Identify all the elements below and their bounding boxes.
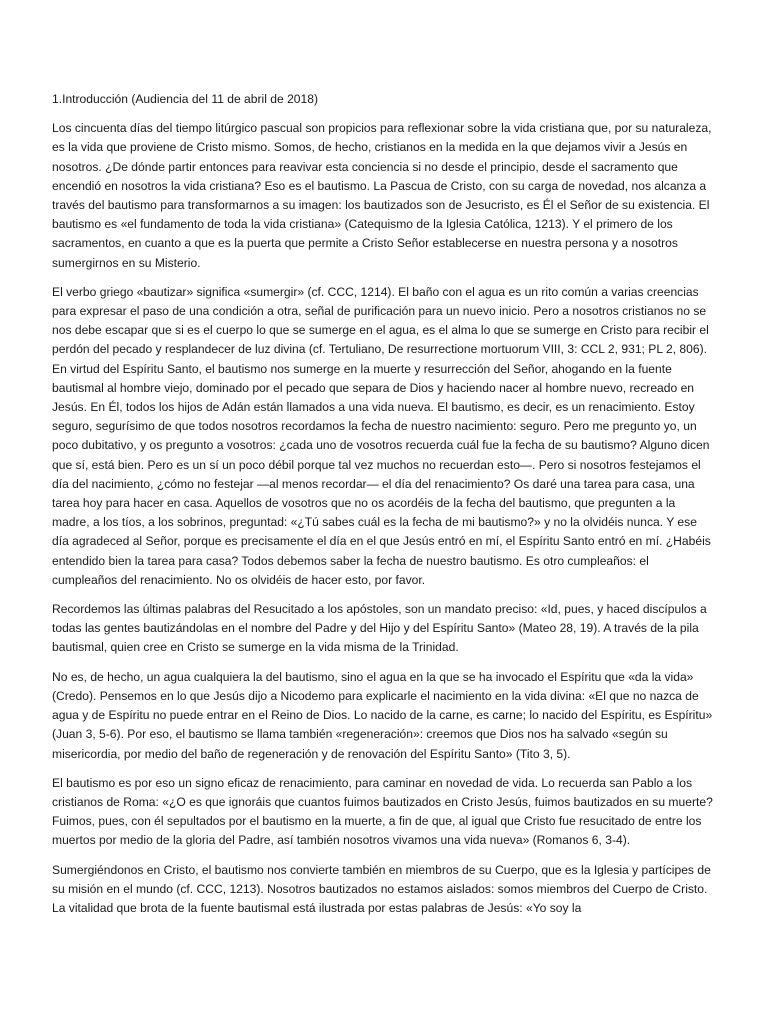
document-body <box>52 90 716 928</box>
paragraph: Sumergiéndonos en Cristo, el bautismo nos convierte también en miembros de su Cuerpo, que es la Iglesia y partícipes de su misión en el mundo (cf. CCC, 1213). Nosotros bautizados no estamos aislados: somos miembros del Cuerpo de Cristo. La vitalidad que brota de la fuente bautismal está ilustrada por estas palabras de Jesús: «Yo soy la <box>52 862 711 915</box>
paragraph: El verbo griego «bautizar» significa «sumergir» (cf. CCC, 1214). El baño con el agua es un rito común a varias creencias para expresar el paso de una condición a otra, señal de purificación para un nuevo inicio. Pero a nosotros cristianos no se nos debe escapar que si es el cuerpo lo que se sumerge en el agua, es el alma lo que se sumerge en Cristo para recibir el perdón del pecado y resplandecer de luz divina (cf. Tertuliano, De resurrectione mortuorum VIII, 3: CCL 2, 931; PL 2, 806). En virtud del Espíritu Santo, el bautismo nos sumerge en la muerte y resurrección del Señor, ahogando en la fuente bautismal al hombre viejo, dominado por el pecado que separa de Dios y haciendo nacer al hombre nuevo, recreado en Jesús. En Él, todos los hijos de Adán están llamados a una vida nueva. El bautismo, es decir, es un renacimiento. Estoy seguro, segurísimo de que todos nosotros recordamos la fecha de nuestro nacimiento: seguro. Pero me pregunto yo, un poco dubitativo, y os pregunto a vosotros: ¿cada uno de vosotros recuerda cuál fue la fecha de su bautismo? Alguno dicen que sí, está bien. Pero es un sí un poco débil porque tal vez muchos no recuerdan esto—. Pero si nosotros festejamos el día del nacimiento, ¿cómo no festejar —al menos recordar— el día del renacimiento? Os daré una tarea para casa, una tarea hoy para hacer en casa. Aquellos de vosotros que no os acordéis de la fecha del bautismo, que pregunten a la madre, a los tíos, a los sobrinos, preguntad: «¿Tú sabes cuál es la fecha de mi bautismo?» y no la olvidéis nunca. Y ese día agradeced al Señor, porque es precisamente el día en el que Jesús entró en mí, el Espíritu Santo entró en mí. ¿Habéis entendido bien la tarea para casa? Todos debemos saber la fecha de nuestro bautismo. Es otro cumpleaños: el cumpleaños del renacimiento. No os olvidéis de hacer esto, por favor. <box>52 284 711 587</box>
paragraph: Los cincuenta días del tiempo litúrgico pascual son propicios para reflexionar sobre la vida cristiana que, por su naturaleza, es la vida que proviene de Cristo mismo. Somos, de hecho, cristianos en la medida en la que dejamos vivir a Jesús en nosotros. ¿De dónde partir entonces para reavivar esta conciencia si no desde el principio, desde el sacramento que encendió en nosotros la vida cristiana? Eso es el bautismo. La Pascua de Cristo, con su carga de novedad, nos alcanza a través del bautismo para transformarnos a su imagen: los bautizados son de Jesucristo, es Él el Señor de su existencia. El bautismo es «el fundamento de toda la vida cristiana» (Catequismo de la Iglesia Católica, 1213). Y el primero de los sacramentos, en cuanto a que es la puerta que permite a Cristo Señor establecerse en nuestra persona y a nosotros sumergirnos en su Misterio. <box>52 121 712 270</box>
paragraph: El bautismo es por eso un signo eficaz de renacimiento, para caminar en novedad de vida. Lo recuerda san Pablo a los cristianos de Roma: «¿O es que ignoráis que cuantos fuimos bautizados en Cristo Jesús, fuimos bautizados en su muerte? Fuimos, pues, con él sepultados por el bautismo en la muerte, a fin de que, al igual que Cristo fue resucitado de entre los muertos por medio de la gloria del Padre, así también nosotros vivamos una vida nueva» (Romanos 6, 3-4). <box>52 775 713 848</box>
paragraph: No es, de hecho, un agua cualquiera la del bautismo, sino el agua en la que se ha invocado el Espíritu que «da la vida» (Credo). Pensemos en lo que Jesús dijo a Nicodemo para explicarle el nacimiento en la vida divina: «El que no nazca de agua y de Espíritu no puede entrar en el Reino de Dios. Lo nacido de la carne, es carne; lo nacido del Espíritu, es Espíritu» (Juan 3, 5-6). Por eso, el bautismo se llama también «regeneración»: creemos que Dios nos ha salvado «según su misericordia, por medio del baño de regeneración y de renovación del Espíritu Santo» (Tito 3, 5). <box>52 669 713 761</box>
paragraph: Recordemos las últimas palabras del Resucitado a los apóstoles, son un mandato preciso: «Id, pues, y haced discípulos a todas las gentes bautizándolas en el nombre del Padre y del Hijo y del Espíritu Santo» (Mateo 28, 19). A través de la pila bautismal, quien cree en Cristo se sumerge en la vida misma de la Trinidad. <box>52 602 707 655</box>
document-heading: 1.Introducción (Audiencia del 11 de abril de 2018) <box>52 92 319 106</box>
